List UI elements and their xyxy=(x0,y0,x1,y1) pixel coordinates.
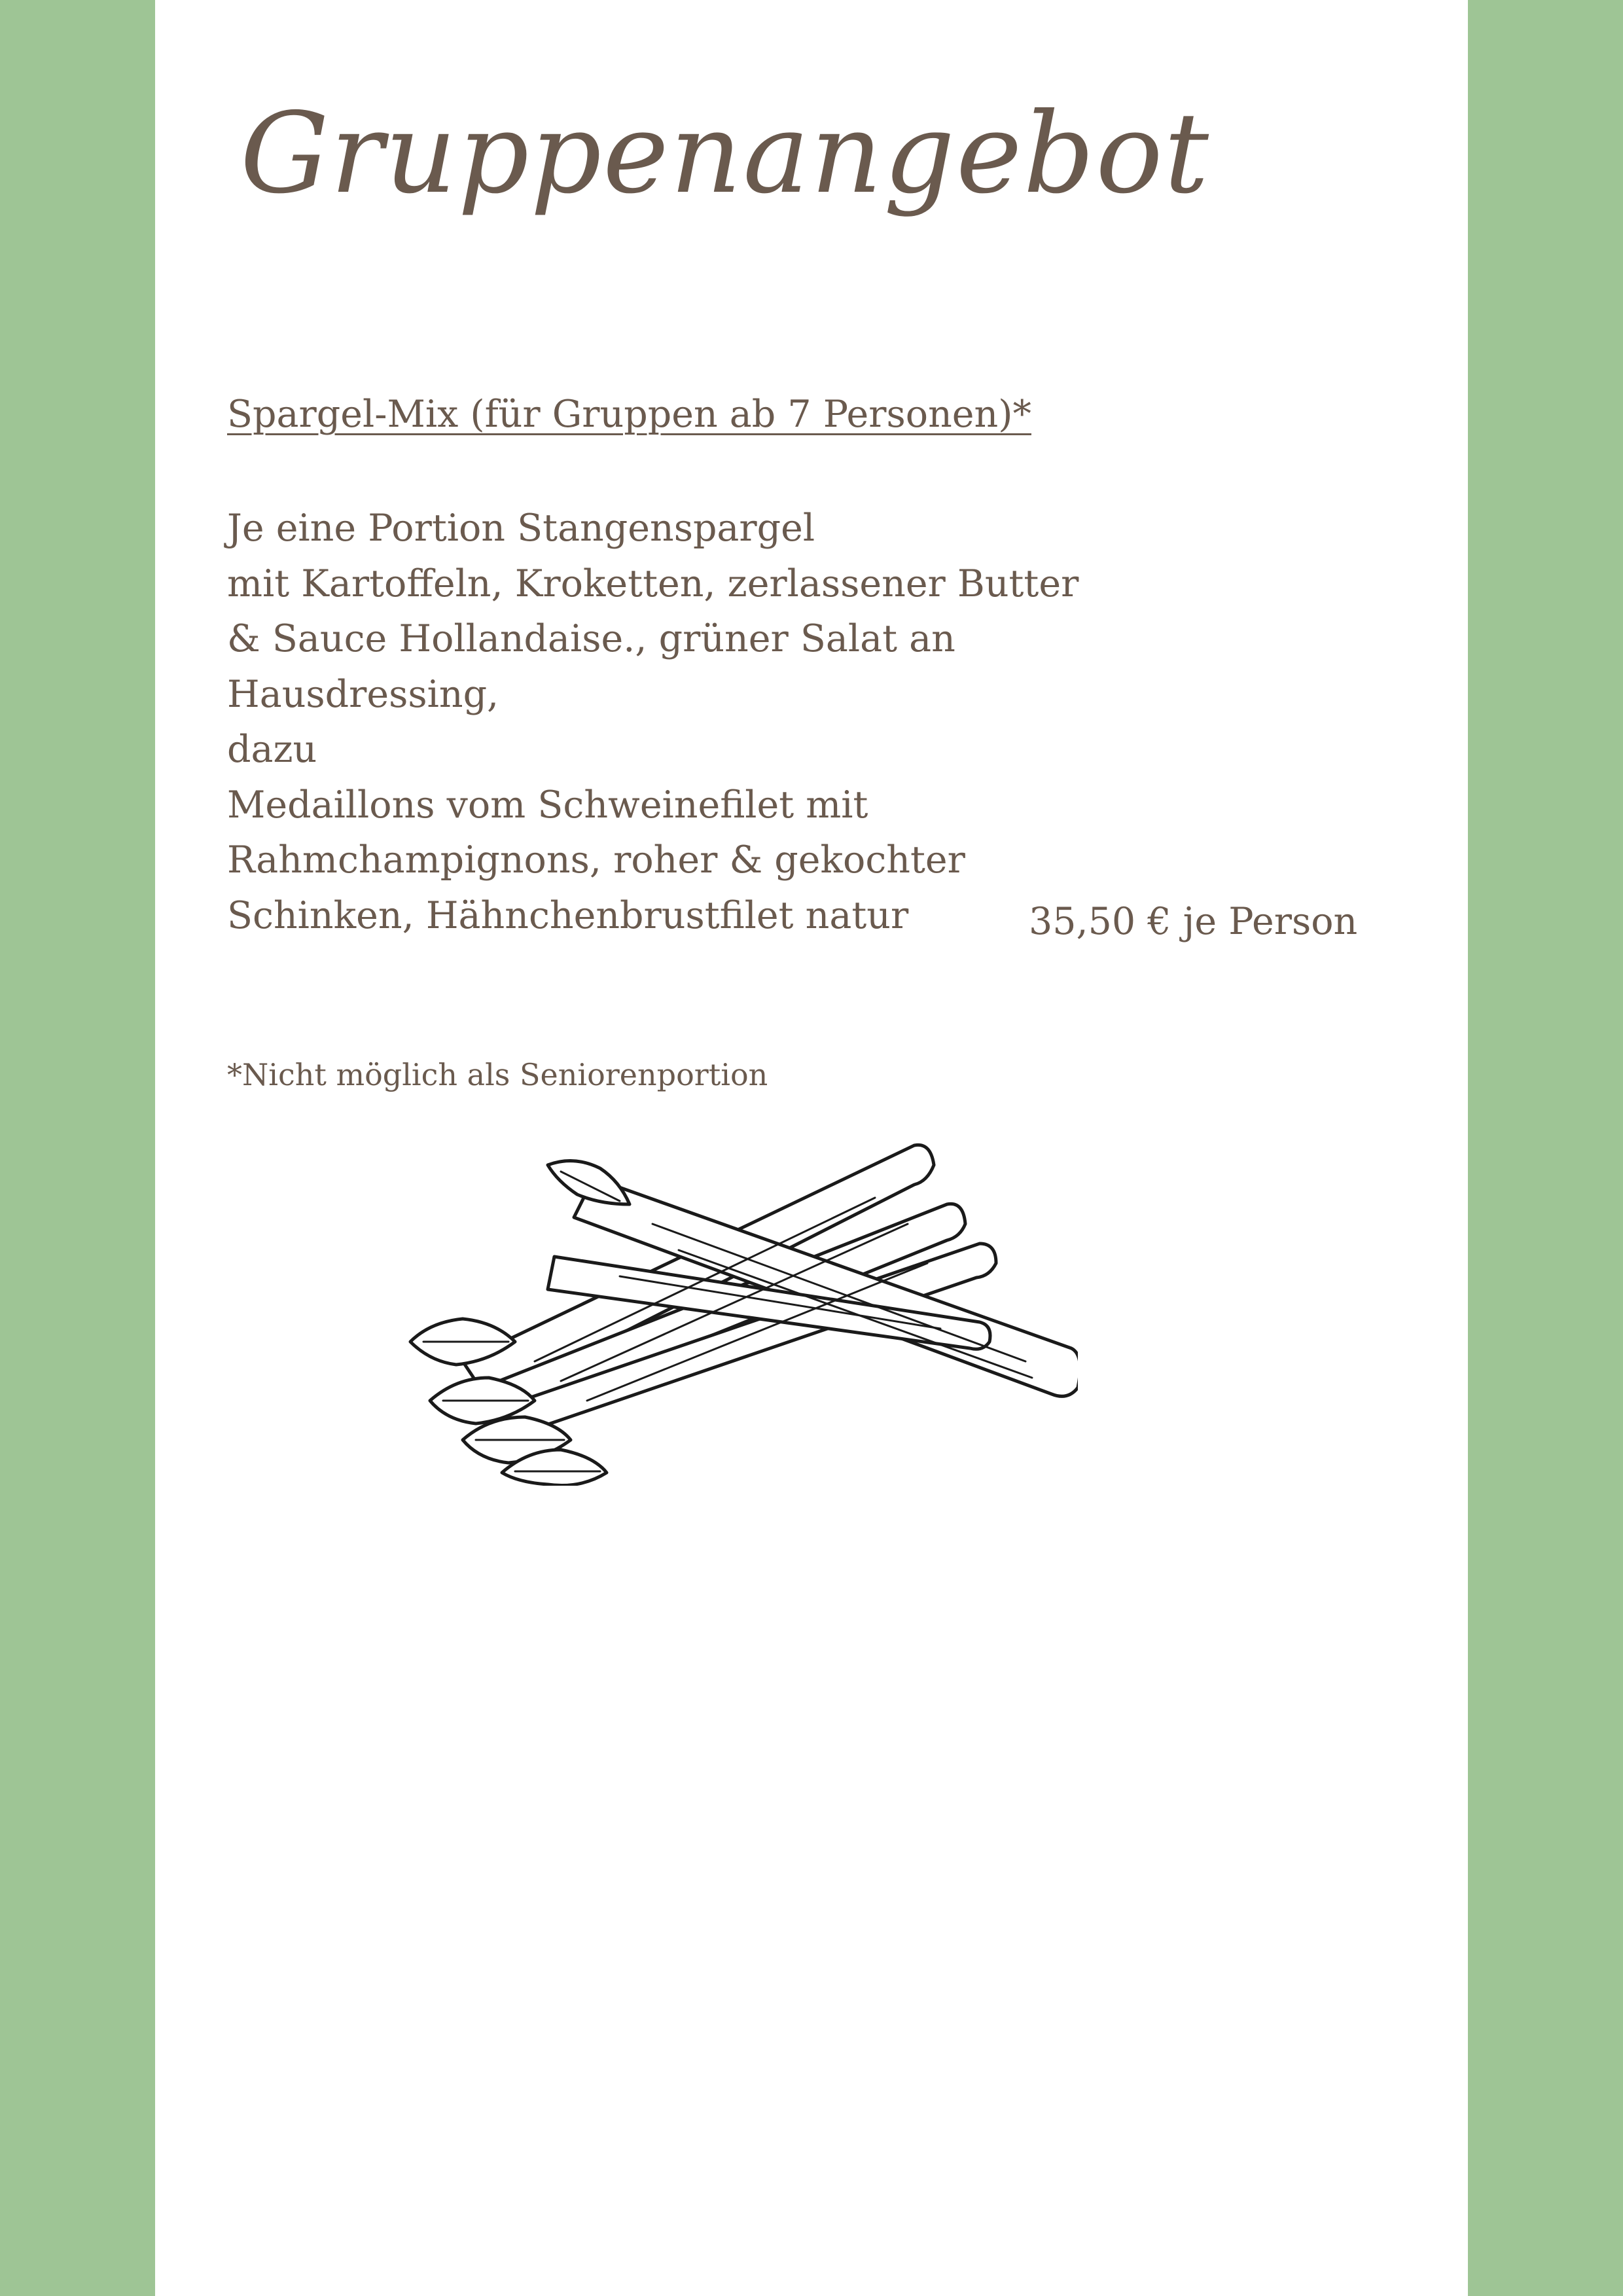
asparagus-bundle-illustration xyxy=(404,1126,1078,1486)
description-line: Medaillons vom Schweinefilet mit xyxy=(227,783,868,827)
description-line: dazu xyxy=(227,728,317,771)
description-line: mit Kartoffeln, Kroketten, zerlassener Butter xyxy=(227,562,1079,605)
item-price: 35,50 € je Person xyxy=(1029,900,1358,943)
menu-page xyxy=(155,0,1468,2296)
footnote: *Nicht möglich als Seniorenportion xyxy=(227,1057,768,1092)
description-line: & Sauce Hollandaise., grüner Salat an xyxy=(227,617,955,660)
item-description xyxy=(227,501,1079,943)
description-line: Hausdressing, xyxy=(227,672,499,716)
page-title: Gruppenangebot xyxy=(240,89,1211,219)
description-line: Rahmchampignons, roher & gekochter xyxy=(227,838,965,882)
description-line: Schinken, Hähnchenbrustfilet natur xyxy=(227,893,909,937)
item-heading: Spargel-Mix (für Gruppen ab 7 Personen)* xyxy=(227,393,1031,436)
description-line: Je eine Portion Stangenspargel xyxy=(227,507,815,550)
